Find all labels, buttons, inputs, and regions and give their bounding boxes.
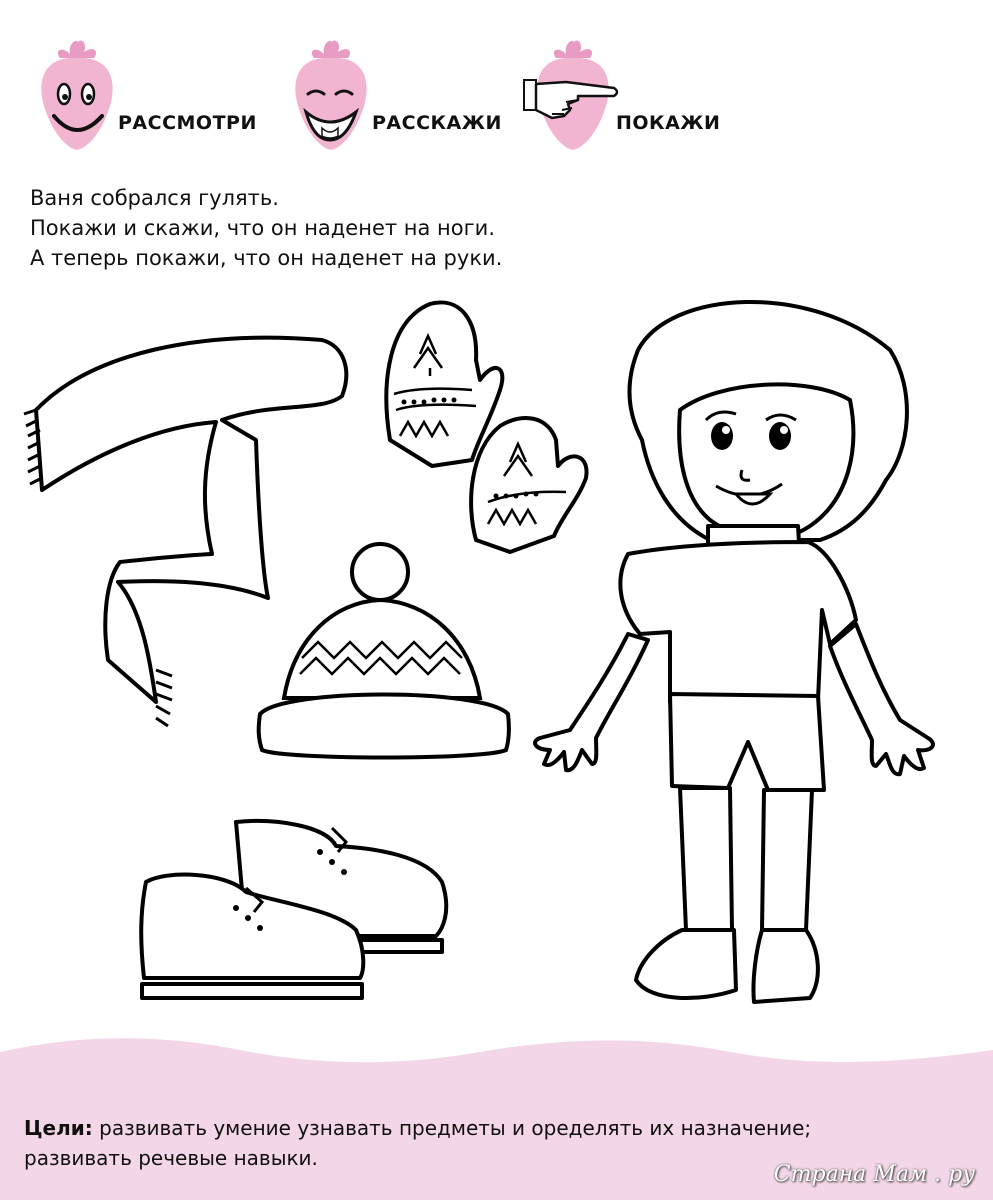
goals-line-1: развивать умение узнавать предметы и оределять их назначение; [92,1116,812,1140]
talking-strawberry-icon [284,36,379,156]
instructions-text [30,183,630,273]
boots-illustration[interactable] [136,812,466,1007]
watermark: Страна Мам . ру [773,1162,975,1187]
header-item-look [30,36,270,156]
goals-label: Цели: [24,1116,93,1140]
knit-hat-illustration[interactable] [244,538,524,778]
instruction-line-1: Ваня собрался гулять. [30,186,279,210]
header-label-show: ПОКАЖИ [616,112,721,134]
header-label-tell: РАССКАЖИ [372,112,502,134]
looking-strawberry-icon [30,36,125,156]
boy-illustration[interactable] [530,290,940,1015]
pointing-strawberry-icon [522,36,622,156]
header-item-show [522,36,742,156]
header-item-tell [284,36,514,156]
instruction-line-3: А теперь покажи, что он наденет на руки. [30,246,503,270]
instruction-line-2: Покажи и скажи, что он наденет на ноги. [30,216,495,240]
header-label-look: РАССМОТРИ [118,112,257,134]
goals-line-2: развивать речевые навыки. [24,1146,318,1170]
